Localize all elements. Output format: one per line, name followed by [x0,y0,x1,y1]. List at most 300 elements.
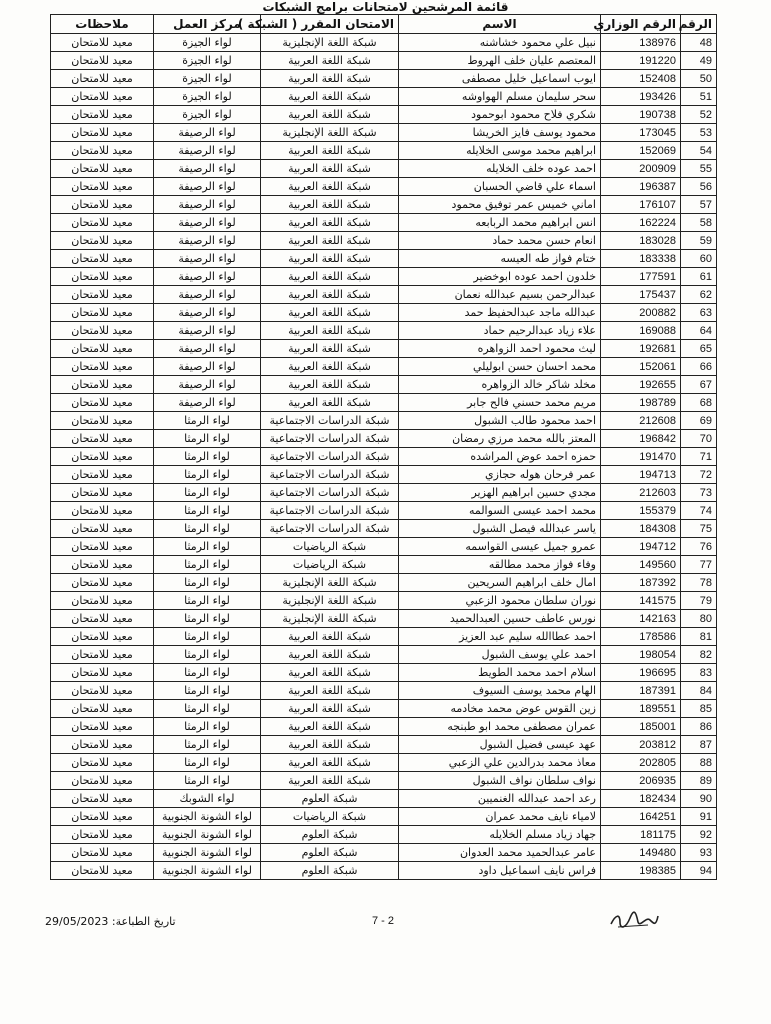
exam-network: شبكة اللغة العربية [261,160,399,178]
work-center: لواء الرصيفة [154,124,261,142]
notes: معيد للامتحان [51,358,154,376]
exam-network: شبكة اللغة العربية [261,286,399,304]
candidate-name: سحر سليمان مسلم الهواوشه [399,88,601,106]
table-row [51,574,717,592]
exam-network: شبكة العلوم [261,826,399,844]
exam-network: شبكة اللغة العربية [261,376,399,394]
exam-network: شبكة الدراسات الاجتماعية [261,448,399,466]
notes: معيد للامتحان [51,862,154,880]
table-row [51,412,717,430]
work-center: لواء الرمثا [154,466,261,484]
candidate-name: احمد عطاالله سليم عبد العزيز [399,628,601,646]
exam-network: شبكة اللغة العربية [261,196,399,214]
work-center: لواء الرصيفة [154,376,261,394]
table-row [51,304,717,322]
row-number: 48 [681,34,717,52]
work-center: لواء الجيزة [154,52,261,70]
candidate-name: امال خلف ابراهيم السريحين [399,574,601,592]
row-number: 81 [681,628,717,646]
table-row [51,88,717,106]
notes: معيد للامتحان [51,826,154,844]
work-center: لواء الجيزة [154,70,261,88]
row-number: 92 [681,826,717,844]
row-number: 54 [681,142,717,160]
candidate-name: نورس عاطف حسين العبدالحميد [399,610,601,628]
exam-network: شبكة اللغة العربية [261,682,399,700]
work-center: لواء الجيزة [154,34,261,52]
candidate-name: رعد احمد عبدالله الغنميين [399,790,601,808]
row-number: 70 [681,430,717,448]
notes: معيد للامتحان [51,250,154,268]
table-body [51,34,717,880]
notes: معيد للامتحان [51,232,154,250]
row-number: 89 [681,772,717,790]
exam-network: شبكة الدراسات الاجتماعية [261,484,399,502]
table-row [51,52,717,70]
ministry-id: 141575 [601,592,681,610]
table-row [51,160,717,178]
table-row [51,106,717,124]
ministry-id: 192655 [601,376,681,394]
work-center: لواء الرصيفة [154,196,261,214]
work-center: لواء الرصيفة [154,160,261,178]
exam-network: شبكة الرياضيات [261,808,399,826]
ministry-id: 196842 [601,430,681,448]
work-center: لواء الرمثا [154,412,261,430]
table-row [51,250,717,268]
table-row [51,466,717,484]
exam-network: شبكة اللغة الإنجليزية [261,592,399,610]
candidate-name: مجدي حسين ابراهيم الهزير [399,484,601,502]
exam-network: شبكة اللغة العربية [261,394,399,412]
row-number: 59 [681,232,717,250]
ministry-id: 185001 [601,718,681,736]
page-number: 7 - 2 [372,915,395,927]
ministry-id: 191470 [601,448,681,466]
table-header-row [51,15,717,34]
notes: معيد للامتحان [51,772,154,790]
candidate-name: اسماء علي قاضي الحسبان [399,178,601,196]
exam-network: شبكة اللغة العربية [261,754,399,772]
candidate-name: عمرو جميل عيسى القواسمه [399,538,601,556]
candidate-name: ابراهيم محمد موسى الخلايله [399,142,601,160]
row-number: 88 [681,754,717,772]
ministry-id: 198789 [601,394,681,412]
notes: معيد للامتحان [51,592,154,610]
candidate-name: محمود يوسف فايز الخريشا [399,124,601,142]
notes: معيد للامتحان [51,718,154,736]
ministry-id: 176107 [601,196,681,214]
work-center: لواء الشونة الجنوبية [154,808,261,826]
notes: معيد للامتحان [51,646,154,664]
ministry-id: 155379 [601,502,681,520]
ministry-id: 152061 [601,358,681,376]
exam-network: شبكة اللغة العربية [261,340,399,358]
candidate-name: علاء زياد عبدالرحيم حماد [399,322,601,340]
work-center: لواء الرمثا [154,574,261,592]
exam-network: شبكة اللغة العربية [261,772,399,790]
exam-network: شبكة اللغة العربية [261,700,399,718]
candidate-name: محمد احمد عيسى السوالمه [399,502,601,520]
notes: معيد للامتحان [51,394,154,412]
candidate-name: شكري فلاح محمود ابوحمود [399,106,601,124]
work-center: لواء الرمثا [154,448,261,466]
work-center: لواء الرصيفة [154,178,261,196]
notes: معيد للامتحان [51,754,154,772]
table-row [51,232,717,250]
exam-network: شبكة اللغة العربية [261,304,399,322]
candidate-name: محمد احسان حسن ابوليلي [399,358,601,376]
notes: معيد للامتحان [51,520,154,538]
exam-network: شبكة اللغة العربية [261,646,399,664]
notes: معيد للامتحان [51,484,154,502]
notes: معيد للامتحان [51,790,154,808]
notes: معيد للامتحان [51,88,154,106]
work-center: لواء الرصيفة [154,286,261,304]
exam-network: شبكة الرياضيات [261,538,399,556]
row-number: 49 [681,52,717,70]
work-center: لواء الرمثا [154,646,261,664]
ministry-id: 194713 [601,466,681,484]
row-number: 66 [681,358,717,376]
table-row [51,826,717,844]
exam-network: شبكة اللغة العربية [261,664,399,682]
row-number: 53 [681,124,717,142]
table-row [51,790,717,808]
table-row [51,448,717,466]
notes: معيد للامتحان [51,502,154,520]
candidate-name: لامياء نايف محمد عمران [399,808,601,826]
ministry-id: 173045 [601,124,681,142]
ministry-id: 184308 [601,520,681,538]
ministry-id: 187392 [601,574,681,592]
ministry-id: 193426 [601,88,681,106]
work-center: لواء الرمثا [154,664,261,682]
table-row [51,196,717,214]
table-row [51,718,717,736]
row-number: 69 [681,412,717,430]
ministry-id: 191220 [601,52,681,70]
work-center: لواء الرمثا [154,556,261,574]
work-center: لواء الرصيفة [154,340,261,358]
row-number: 87 [681,736,717,754]
exam-network: شبكة اللغة العربية [261,88,399,106]
ministry-id: 189551 [601,700,681,718]
table-row [51,754,717,772]
exam-network: شبكة اللغة العربية [261,178,399,196]
work-center: لواء الرمثا [154,736,261,754]
work-center: لواء الرصيفة [154,268,261,286]
notes: معيد للامتحان [51,52,154,70]
table-row [51,736,717,754]
ministry-id: 177591 [601,268,681,286]
table-row [51,484,717,502]
candidate-name: وفاء فواز محمد مطالقه [399,556,601,574]
notes: معيد للامتحان [51,412,154,430]
ministry-id: 175437 [601,286,681,304]
exam-network: شبكة اللغة العربية [261,232,399,250]
row-number: 93 [681,844,717,862]
work-center: لواء الرصيفة [154,214,261,232]
row-number: 57 [681,196,717,214]
notes: معيد للامتحان [51,196,154,214]
notes: معيد للامتحان [51,160,154,178]
candidate-name: انعام حسن محمد حماد [399,232,601,250]
table-row [51,430,717,448]
row-number: 71 [681,448,717,466]
table-row [51,538,717,556]
work-center: لواء الرصيفة [154,358,261,376]
notes: معيد للامتحان [51,610,154,628]
work-center: لواء الرمثا [154,754,261,772]
row-number: 68 [681,394,717,412]
ministry-id: 187391 [601,682,681,700]
ministry-id: 206935 [601,772,681,790]
work-center: لواء الرصيفة [154,394,261,412]
table-row [51,808,717,826]
exam-network: شبكة اللغة الإنجليزية [261,574,399,592]
table-row [51,610,717,628]
ministry-id: 200909 [601,160,681,178]
ministry-id: 198054 [601,646,681,664]
work-center: لواء الرصيفة [154,142,261,160]
row-number: 79 [681,592,717,610]
exam-network: شبكة العلوم [261,862,399,880]
table-row [51,862,717,880]
work-center: لواء الرمثا [154,718,261,736]
notes: معيد للامتحان [51,178,154,196]
work-center: لواء الرمثا [154,592,261,610]
header-num: الرقم [681,15,717,34]
header-center: مركز العمل [154,15,261,34]
exam-network: شبكة العلوم [261,790,399,808]
candidate-name: نوران سلطان محمود الزعبي [399,592,601,610]
work-center: لواء الشونة الجنوبية [154,844,261,862]
notes: معيد للامتحان [51,844,154,862]
ministry-id: 138976 [601,34,681,52]
row-number: 72 [681,466,717,484]
candidate-name: جهاد زياد مسلم الخلايله [399,826,601,844]
exam-network: شبكة الدراسات الاجتماعية [261,430,399,448]
table-row [51,376,717,394]
candidate-name: عامر عبدالحميد محمد العدوان [399,844,601,862]
row-number: 55 [681,160,717,178]
ministry-id: 198385 [601,862,681,880]
row-number: 65 [681,340,717,358]
candidate-name: ياسر عبدالله فيصل الشبول [399,520,601,538]
work-center: لواء الشونة الجنوبية [154,826,261,844]
candidate-name: اماني خميس عمر توفيق محمود [399,196,601,214]
row-number: 62 [681,286,717,304]
row-number: 52 [681,106,717,124]
work-center: لواء الجيزة [154,88,261,106]
table-row [51,592,717,610]
work-center: لواء الرمثا [154,520,261,538]
row-number: 76 [681,538,717,556]
candidate-name: احمد عوده خلف الخلايله [399,160,601,178]
notes: معيد للامتحان [51,106,154,124]
exam-network: شبكة اللغة العربية [261,322,399,340]
candidate-name: عمر فرحان هوله حجازي [399,466,601,484]
notes: معيد للامتحان [51,466,154,484]
candidate-name: معاذ محمد بدرالدين علي الزعبي [399,754,601,772]
table-row [51,142,717,160]
table-row [51,70,717,88]
table-row [51,628,717,646]
header-name: الاسم [399,15,601,34]
candidate-name: احمد علي يوسف الشبول [399,646,601,664]
notes: معيد للامتحان [51,448,154,466]
candidate-name: ايوب اسماعيل خليل مصطفى [399,70,601,88]
ministry-id: 196387 [601,178,681,196]
notes: معيد للامتحان [51,664,154,682]
ministry-id: 182434 [601,790,681,808]
candidate-name: عهد عيسى فضيل الشبول [399,736,601,754]
table-row [51,700,717,718]
ministry-id: 162224 [601,214,681,232]
ministry-id: 183028 [601,232,681,250]
row-number: 50 [681,70,717,88]
row-number: 74 [681,502,717,520]
work-center: لواء الرمثا [154,700,261,718]
exam-network: شبكة اللغة العربية [261,106,399,124]
row-number: 61 [681,268,717,286]
work-center: لواء الرمثا [154,772,261,790]
ministry-id: 194712 [601,538,681,556]
row-number: 94 [681,862,717,880]
table-row [51,520,717,538]
table-row [51,646,717,664]
notes: معيد للامتحان [51,124,154,142]
row-number: 51 [681,88,717,106]
exam-network: شبكة اللغة العربية [261,52,399,70]
ministry-id: 149560 [601,556,681,574]
ministry-id: 196695 [601,664,681,682]
ministry-id: 203812 [601,736,681,754]
table-row [51,268,717,286]
candidate-name: خلدون احمد عوده ابوخضير [399,268,601,286]
header-notes: ملاحظات [51,15,154,34]
row-number: 84 [681,682,717,700]
work-center: لواء الرمثا [154,430,261,448]
candidate-name: مخلد شاكر خالد الزواهره [399,376,601,394]
row-number: 73 [681,484,717,502]
ministry-id: 192681 [601,340,681,358]
exam-network: شبكة اللغة العربية [261,736,399,754]
exam-network: شبكة الدراسات الاجتماعية [261,502,399,520]
row-number: 56 [681,178,717,196]
ministry-id: 169088 [601,322,681,340]
work-center: لواء الرصيفة [154,322,261,340]
row-number: 91 [681,808,717,826]
exam-network: شبكة الدراسات الاجتماعية [261,520,399,538]
row-number: 83 [681,664,717,682]
exam-network: شبكة اللغة العربية [261,358,399,376]
ministry-id: 183338 [601,250,681,268]
ministry-id: 152069 [601,142,681,160]
work-center: لواء الرصيفة [154,232,261,250]
candidate-name: ليث محمود احمد الزواهره [399,340,601,358]
row-number: 75 [681,520,717,538]
table-row [51,340,717,358]
signature [608,908,660,932]
work-center: لواء الرمثا [154,502,261,520]
exam-network: شبكة اللغة العربية [261,250,399,268]
candidate-name: نبيل علي محمود خشاشنه [399,34,601,52]
candidate-name: عبدالرحمن بسيم عبدالله نعمان [399,286,601,304]
notes: معيد للامتحان [51,304,154,322]
work-center: لواء الرمثا [154,628,261,646]
notes: معيد للامتحان [51,736,154,754]
ministry-id: 212608 [601,412,681,430]
notes: معيد للامتحان [51,34,154,52]
exam-network: شبكة اللغة الإنجليزية [261,124,399,142]
exam-network: شبكة اللغة الإنجليزية [261,34,399,52]
page-title: قائمة المرشحين لامتحانات برامج الشبكات [262,0,509,14]
table-row [51,34,717,52]
table-row [51,178,717,196]
row-number: 80 [681,610,717,628]
table-row [51,682,717,700]
row-number: 60 [681,250,717,268]
candidate-name: انس ابراهيم محمد الربابعه [399,214,601,232]
work-center: لواء الرمثا [154,538,261,556]
ministry-id: 164251 [601,808,681,826]
ministry-id: 178586 [601,628,681,646]
candidate-name: مريم محمد حسني فالح جابر [399,394,601,412]
table-row [51,214,717,232]
candidate-name: الهام محمد يوسف السيوف [399,682,601,700]
row-number: 63 [681,304,717,322]
notes: معيد للامتحان [51,286,154,304]
exam-network: شبكة اللغة العربية [261,718,399,736]
exam-network: شبكة الدراسات الاجتماعية [261,412,399,430]
candidate-name: المعتز بالله محمد مرزي رمضان [399,430,601,448]
row-number: 64 [681,322,717,340]
exam-network: شبكة اللغة العربية [261,214,399,232]
table-row [51,772,717,790]
header-ministry-id: الرقم الوزاري [601,15,681,34]
candidate-name: ختام فواز طه العيسه [399,250,601,268]
notes: معيد للامتحان [51,268,154,286]
candidate-name: المعتصم عليان خلف الهروط [399,52,601,70]
ministry-id: 212603 [601,484,681,502]
table-row [51,124,717,142]
ministry-id: 202805 [601,754,681,772]
row-number: 77 [681,556,717,574]
notes: معيد للامتحان [51,556,154,574]
ministry-id: 152408 [601,70,681,88]
work-center: لواء الرمثا [154,610,261,628]
work-center: لواء الشونة الجنوبية [154,862,261,880]
notes: معيد للامتحان [51,340,154,358]
row-number: 67 [681,376,717,394]
notes: معيد للامتحان [51,430,154,448]
exam-network: شبكة العلوم [261,844,399,862]
table-row [51,286,717,304]
table-row [51,394,717,412]
work-center: لواء الجيزة [154,106,261,124]
table-row [51,322,717,340]
notes: معيد للامتحان [51,70,154,88]
notes: معيد للامتحان [51,808,154,826]
exam-network: شبكة الرياضيات [261,556,399,574]
notes: معيد للامتحان [51,538,154,556]
notes: معيد للامتحان [51,574,154,592]
work-center: لواء الرصيفة [154,304,261,322]
row-number: 90 [681,790,717,808]
row-number: 85 [681,700,717,718]
